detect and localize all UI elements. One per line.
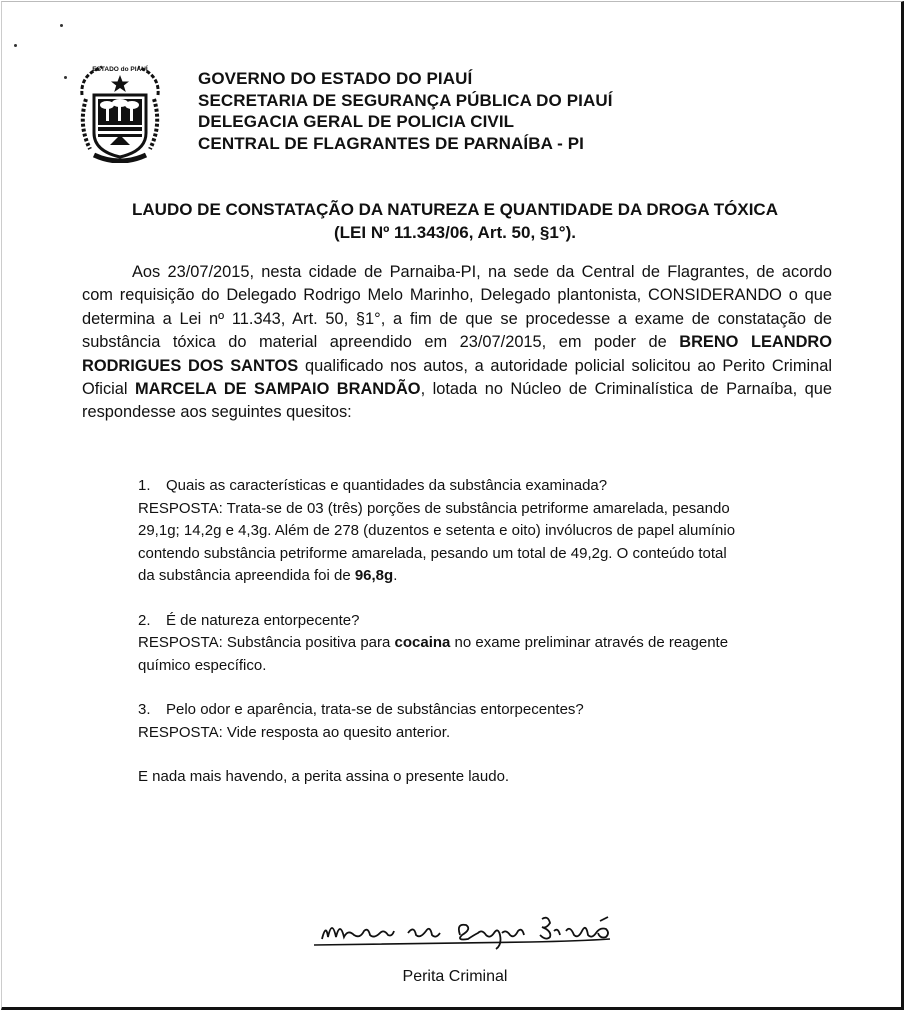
answer-line: RESPOSTA: Substância positiva para xyxy=(138,634,395,651)
question-text: É de natureza entorpecente? xyxy=(166,611,360,629)
suspect-name: BRENO LEANDRO RODRIGUES DOS SANTOS xyxy=(82,333,832,375)
scan-speck xyxy=(64,76,67,79)
scan-speck xyxy=(14,44,17,47)
question-number: 3. xyxy=(138,701,151,718)
government-line: GOVERNO DO ESTADO DO PIAUÍ xyxy=(198,69,473,88)
question-2 xyxy=(138,610,828,678)
questions-list xyxy=(138,475,828,766)
answer-line: 29,1g; 14,2g e 4,3g. Além de 278 (duzentos e setenta e oito) invólucros de papel alumínio xyxy=(138,522,736,539)
letterhead-text xyxy=(198,68,613,154)
title-line-2: (LEI Nº 11.343/06, Art. 50, §1°). xyxy=(334,223,576,242)
answer-line: RESPOSTA: Vide resposta ao quesito anterior. xyxy=(138,723,451,741)
handwritten-signature xyxy=(310,905,620,955)
question-1 xyxy=(138,475,828,588)
total-weight: 96,8g xyxy=(354,567,394,584)
intro-text-3: , lotada no Núcleo de Criminalística de Parnaíba, que respondesse aos seguintes quesitos: xyxy=(82,380,832,422)
question-number: 1. xyxy=(138,477,151,494)
letterhead xyxy=(72,55,772,165)
question-text: Quais as características e quantidades da substância examinada? xyxy=(166,477,608,494)
question-number: 2. xyxy=(138,611,151,629)
answer-suffix: . xyxy=(393,567,398,584)
title-line-1: LAUDO DE CONSTATAÇÃO DA NATUREZA E QUANTIDADE DA DROGA TÓXICA xyxy=(132,200,778,219)
question-3 xyxy=(138,699,828,744)
police-line: DELEGACIA GERAL DE POLICIA CIVIL xyxy=(198,112,515,131)
intro-text-2: qualificado nos autos, a autoridade policial solicitou ao Perito Criminal Oficial xyxy=(82,356,832,399)
central-line: CENTRAL DE FLAGRANTES DE PARNAÍBA - PI xyxy=(198,133,584,153)
answer-line: da substância apreendida foi de xyxy=(138,567,355,584)
scan-speck xyxy=(60,24,63,27)
intro-paragraph xyxy=(82,261,832,425)
secretariat-line: SECRETARIA DE SEGURANÇA PÚBLICA DO PIAUÍ xyxy=(198,90,613,110)
intro-text-1: Aos 23/07/2015, nesta cidade de Parnaiba-PI, na sede da Central de Flagrantes, de acordo com requisição do Delegado Rodrigo Melo Marinho, Delegado plantonista, CONSIDERANDO o que determina a Lei nº 11.343, Art. 50, §1°, a fim de que se procedesse a exame de constatação de substância tóxica do material apreendido em 23/07/2015, em poder de xyxy=(82,263,832,352)
answer-line: contendo substância petriforme amarelada, pesando um total de 49,2g. O conteúdo total xyxy=(138,544,727,562)
question-text: Pelo odor e aparência, trata-se de substâncias entorpecentes? xyxy=(166,701,584,718)
answer-line: químico específico. xyxy=(138,656,267,674)
substance-name: cocaina xyxy=(394,634,451,651)
document-title xyxy=(60,198,850,244)
answer-line: RESPOSTA: Trata-se de 03 (três) porções de substância petriforme amarelada, pesando xyxy=(138,499,730,517)
signer-role: Perita Criminal xyxy=(402,968,508,985)
state-seal-icon xyxy=(72,55,168,163)
closing-statement: E nada mais havendo, a perita assina o presente laudo. xyxy=(138,768,510,785)
answer-suffix: no exame preliminar através de reagente xyxy=(450,634,729,651)
svg-text:ESTADO do PIAUÍ: ESTADO do PIAUÍ xyxy=(92,66,148,73)
expert-name: MARCELA DE SAMPAIO BRANDÃO xyxy=(135,380,421,399)
